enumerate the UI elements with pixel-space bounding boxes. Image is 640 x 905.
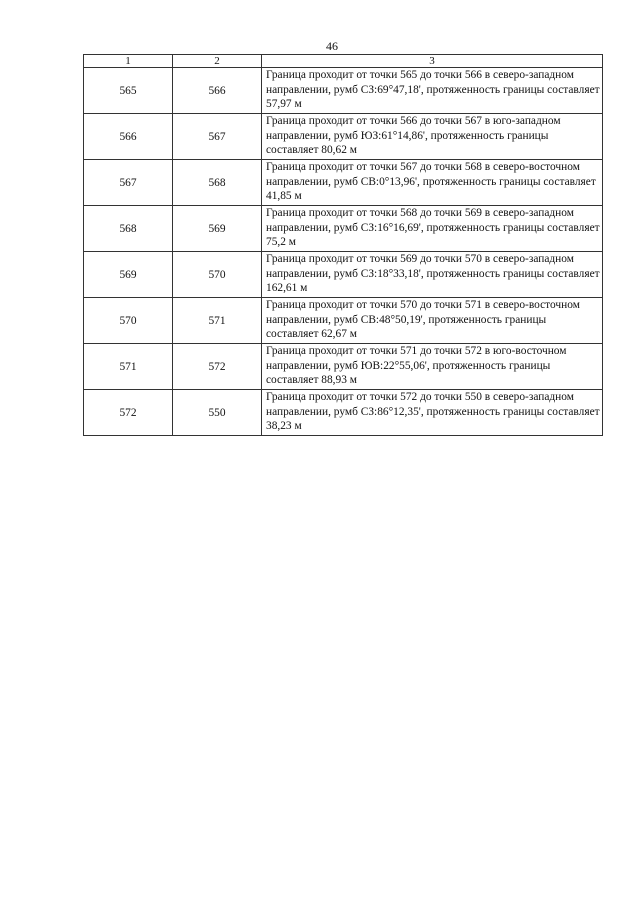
to-point-cell: 566 bbox=[173, 68, 262, 114]
table-row bbox=[84, 68, 603, 114]
boundary-description-cell: Граница проходит от точки 571 до точки 572 в юго-восточном направлении, румб ЮВ:22°55,06', протяженность границы составляет 88,93 м bbox=[262, 344, 603, 390]
table-row bbox=[84, 390, 603, 436]
to-point-cell: 550 bbox=[173, 390, 262, 436]
to-point-cell: 568 bbox=[173, 160, 262, 206]
to-point-cell: 571 bbox=[173, 298, 262, 344]
from-point-cell: 565 bbox=[84, 68, 173, 114]
boundary-description-cell: Граница проходит от точки 572 до точки 550 в северо-западном направлении, румб СЗ:86°12,35', протяженность границы составляет 38,23 м bbox=[262, 390, 603, 436]
boundary-description-cell: Граница проходит от точки 570 до точки 571 в северо-восточном направлении, румб СВ:48°50,19', протяженность границы составляет 62,67 м bbox=[262, 298, 603, 344]
header-row bbox=[84, 55, 603, 68]
to-point-cell: 570 bbox=[173, 252, 262, 298]
table-row bbox=[84, 114, 603, 160]
from-point-cell: 566 bbox=[84, 114, 173, 160]
table-body bbox=[84, 68, 603, 436]
table-row bbox=[84, 298, 603, 344]
table-row bbox=[84, 160, 603, 206]
table-header bbox=[84, 55, 603, 68]
from-point-cell: 572 bbox=[84, 390, 173, 436]
from-point-cell: 568 bbox=[84, 206, 173, 252]
table-row bbox=[84, 252, 603, 298]
column-header-to-point: 2 bbox=[173, 55, 262, 68]
to-point-cell: 572 bbox=[173, 344, 262, 390]
to-point-cell: 567 bbox=[173, 114, 262, 160]
boundary-table bbox=[83, 54, 603, 436]
to-point-cell: 569 bbox=[173, 206, 262, 252]
boundary-description-cell: Граница проходит от точки 565 до точки 566 в северо-западном направлении, румб СЗ:69°47,18', протяженность границы составляет 57,97 м bbox=[262, 68, 603, 114]
table-row bbox=[84, 206, 603, 252]
boundary-description-cell: Граница проходит от точки 567 до точки 568 в северо-восточном направлении, румб СВ:0°13,96', протяженность границы составляет 41,85 м bbox=[262, 160, 603, 206]
boundary-description-cell: Граница проходит от точки 568 до точки 569 в северо-западном направлении, румб СЗ:16°16,69', протяженность границы составляет 75,2 м bbox=[262, 206, 603, 252]
from-point-cell: 567 bbox=[84, 160, 173, 206]
table-row bbox=[84, 344, 603, 390]
from-point-cell: 570 bbox=[84, 298, 173, 344]
from-point-cell: 571 bbox=[84, 344, 173, 390]
column-header-from-point: 1 bbox=[84, 55, 173, 68]
boundary-description-cell: Граница проходит от точки 566 до точки 567 в юго-западном направлении, румб ЮЗ:61°14,86', протяженность границы составляет 80,62 м bbox=[262, 114, 603, 160]
from-point-cell: 569 bbox=[84, 252, 173, 298]
column-header-description: 3 bbox=[262, 55, 603, 68]
page-number: 46 bbox=[326, 39, 338, 53]
boundary-description-cell: Граница проходит от точки 569 до точки 570 в северо-западном направлении, румб СЗ:18°33,18', протяженность границы составляет 162,61 м bbox=[262, 252, 603, 298]
